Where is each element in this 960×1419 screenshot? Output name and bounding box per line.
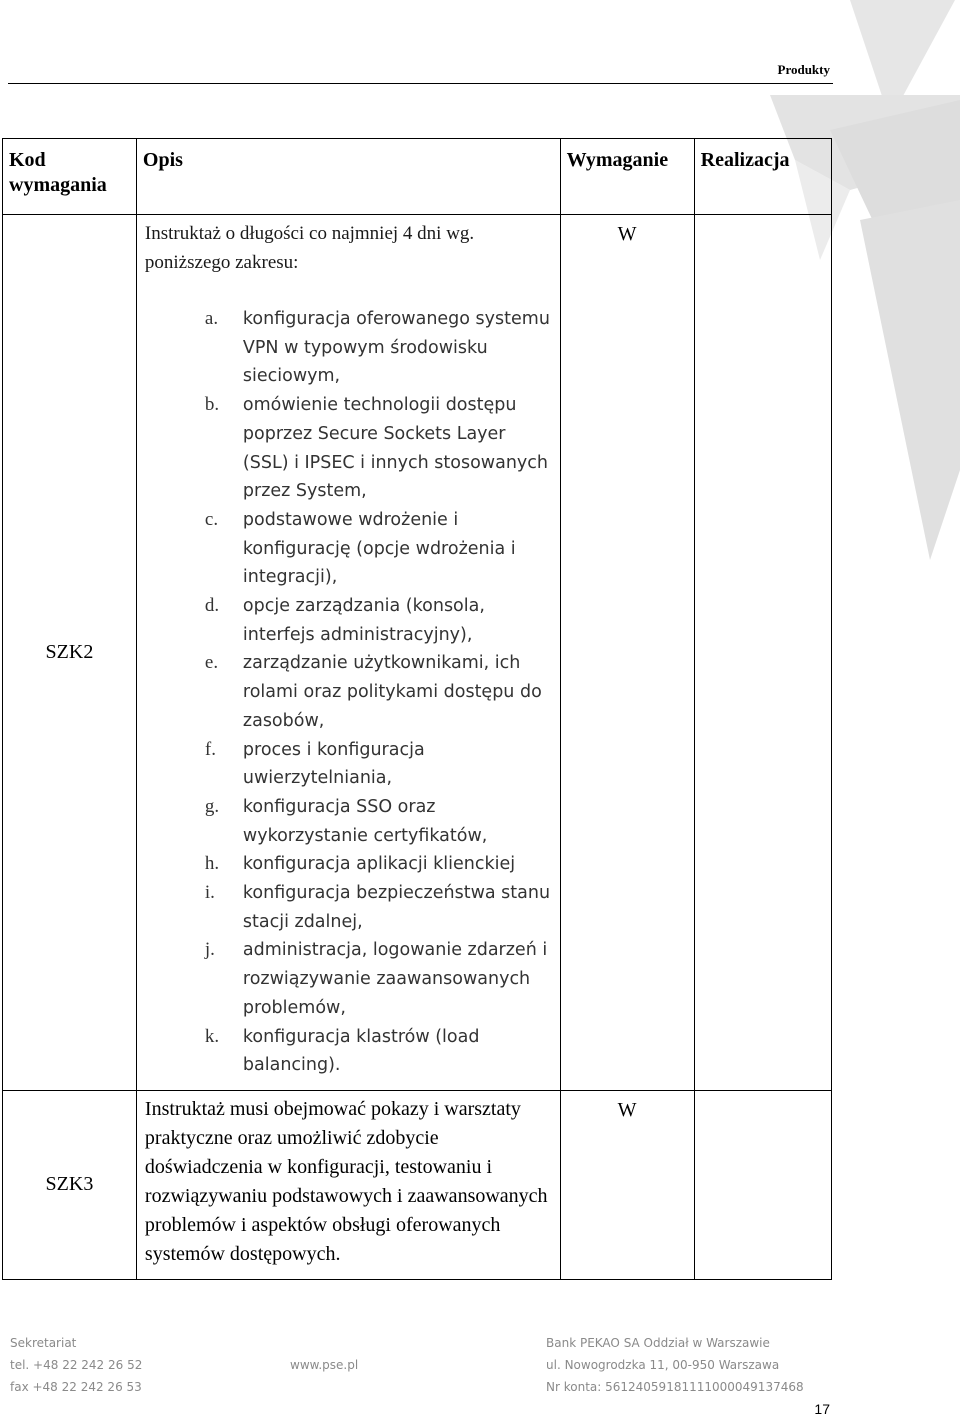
footer-secretariat: Sekretariat bbox=[10, 1336, 77, 1350]
list-item: j. administracja, logowanie zdarzeń i rozwiązywanie zaawansowanych problemów, bbox=[204, 939, 548, 1018]
list-item: k. konfiguracja klastrów (load balancing). bbox=[204, 1025, 480, 1076]
footer-contact bbox=[10, 1332, 142, 1398]
footer-www-link[interactable]: www.pse.pl bbox=[290, 1358, 359, 1372]
footer-bank-name: Bank PEKAO SA Oddział w Warszawie bbox=[546, 1336, 770, 1350]
requirement-description bbox=[136, 1090, 560, 1279]
header-rule bbox=[8, 83, 833, 84]
header-title: Produkty bbox=[777, 62, 830, 77]
requirement-description bbox=[136, 215, 560, 1091]
footer-website bbox=[290, 1354, 358, 1376]
requirements-table bbox=[2, 138, 832, 1280]
column-header-realizacja: Realizacja bbox=[694, 139, 831, 215]
list-item: g. konfiguracja SSO oraz wykorzystanie certyfikatów, bbox=[204, 795, 488, 846]
scope-list bbox=[145, 305, 552, 1080]
list-item: a. konfiguracja oferowanego systemu VPN w typowym środowisku sieciowym, bbox=[204, 308, 550, 387]
footer-address: ul. Nowogrodzka 11, 00-950 Warszawa bbox=[546, 1358, 780, 1372]
footer-account: Nr konta: 56124059181111000049137468 bbox=[546, 1380, 804, 1394]
requirement-level: W bbox=[560, 1090, 694, 1279]
footer-phone: tel. +48 22 242 26 52 bbox=[10, 1358, 143, 1372]
column-header-wymaganie: Wymaganie bbox=[560, 139, 694, 215]
description-intro: Instruktaż o długości co najmniej 4 dni wg. poniższego zakresu: bbox=[144, 223, 475, 273]
table-row bbox=[3, 215, 832, 1091]
list-item: c. podstawowe wdrożenie i konfigurację (opcje wdrożenia i integracji), bbox=[204, 508, 516, 588]
footer-bank bbox=[546, 1332, 804, 1398]
list-item: b. omówienie technologii dostępu poprzez Secure Sockets Layer (SSL) i IPSEC i innych stosowanych przez System, bbox=[204, 394, 548, 502]
table-header-row bbox=[3, 139, 832, 215]
realization-cell[interactable] bbox=[694, 215, 831, 1091]
page-number: 17 bbox=[814, 1401, 830, 1417]
list-item: f. proces i konfiguracja uwierzytelniania, bbox=[204, 738, 425, 789]
list-item: e. zarządzanie użytkownikami, ich rolami oraz politykami dostępu do zasobów, bbox=[204, 652, 542, 731]
column-header-opis: Opis bbox=[136, 139, 560, 215]
list-item: d. opcje zarządzania (konsola, interfejs administracyjny), bbox=[204, 595, 485, 645]
column-header-code: Kod wymagania bbox=[3, 139, 137, 215]
requirement-code: SZK3 bbox=[3, 1090, 137, 1279]
realization-cell[interactable] bbox=[694, 1090, 831, 1279]
footer-fax: fax +48 22 242 26 53 bbox=[10, 1380, 142, 1394]
list-item: h. konfiguracja aplikacji klienckiej bbox=[204, 853, 516, 875]
table-row bbox=[3, 1090, 832, 1279]
description-text: Instruktaż musi obejmować pokazy i warsztaty praktyczne oraz umożliwić zdobycie doświadczenia w konfiguracji, testowaniu i rozwiązywaniu podstawowych i zaawansowanych problemów i aspektów obsługi oferowanych systemów dostępowych. bbox=[144, 1097, 548, 1265]
requirement-code: SZK2 bbox=[3, 215, 137, 1091]
requirement-level: W bbox=[560, 215, 694, 1091]
list-item: i. konfiguracja bezpieczeństwa stanu stacji zdalnej, bbox=[204, 882, 551, 932]
